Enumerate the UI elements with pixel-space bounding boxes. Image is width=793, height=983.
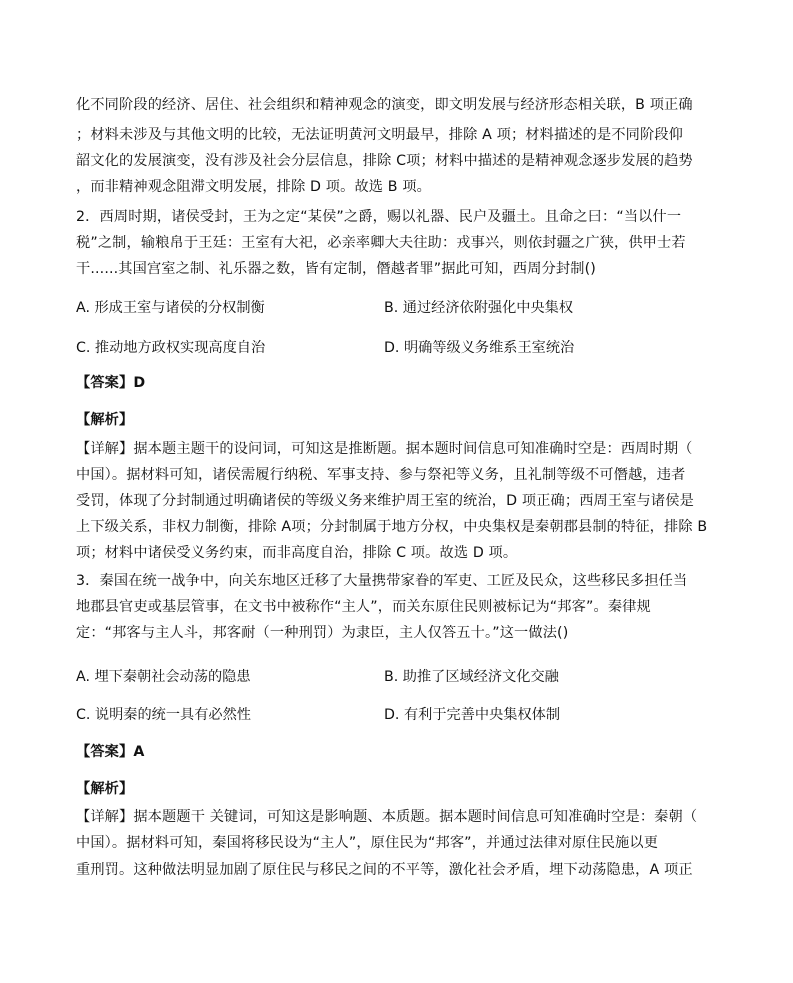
question-3-option-b: B. 助推了区域经济文化交融 (384, 669, 559, 685)
question-2-stem: 2．西周时期，诸侯受封，王为之定“某侯”之爵，赐以礼器、民户及疆土。且命之曰：“当以什一 (76, 209, 682, 225)
question-2-option-d: D. 明确等级义务维系王室统治 (384, 340, 575, 356)
question-2-option-a: A. 形成王室与诸侯的分权制衡 (76, 300, 265, 316)
question-2-option-b: B. 通过经济依附强化中央集权 (384, 300, 574, 316)
question-2-answer (76, 373, 145, 393)
question-2-stem: 税”之制，输粮帛于王廷：王室有大祀，必亲率卿大夫往助：戎事兴，则依封疆之广狭，供甲士若 (76, 235, 686, 251)
question-3-option-c: C. 说明秦的统一具有必然性 (76, 707, 251, 723)
question-3-answer (76, 742, 145, 762)
question-3-detail: 重刑罚。这种做法明显加剧了原住民与移民之间的不平等，激化社会矛盾，埋下动荡隐患，A 项正 (76, 862, 693, 878)
question-3-detail: 中国）。据材料可知，秦国将移民设为“主人”，原住民为“邦客”，并通过法律对原住民施以更 (76, 835, 659, 851)
question-3-stem: 3．秦国在统一战争中，向关东地区迁移了大量携带家眷的军吏、工匠及民众，这些移民多担任当 (76, 573, 688, 589)
question-3-analysis-label: 【解析】 (76, 781, 134, 797)
question-3-detail: 【详解】据本题题干 关键词，可知这是影响题、本质题。据本题时间信息可知准确时空是：秦朝（ (76, 809, 698, 825)
question-3-option-a: A. 埋下秦朝社会动荡的隐患 (76, 669, 251, 685)
answer-label: 【答案】 (76, 375, 134, 391)
question-2-option-c: C. 推动地方政权实现高度自治 (76, 340, 266, 356)
question-3-stem: 地郡县官吏或基层管事，在文书中被称作“主人”，而关东原住民则被标记为“邦客”。秦律规 (76, 599, 651, 615)
question-2-analysis-label: 【解析】 (76, 412, 134, 428)
question-2-stem: 干......其国宫室之制、礼乐器之数，皆有定制，僭越者罪”据此可知，西周分封制() (76, 261, 596, 277)
answer-label: 【答案】 (76, 744, 134, 760)
analysis-line: ，而非精神观念阻滞文明发展，排除 D 项。故选 B 项。 (76, 179, 432, 195)
question-3-option-d: D. 有利于完善中央集权体制 (384, 707, 561, 723)
answer-value: A (133, 744, 145, 760)
question-2-detail: 受罚，体现了分封制通过明确诸侯的等级义务来维护周王室的统治，D 项正确；西周王室与诸侯是 (76, 493, 694, 509)
question-3-stem: 定：“邦客与主人斗，邦客耐（一种刑罚）为隶臣，主人仅答五十。”这一做法() (76, 625, 569, 641)
analysis-line: ；材料未涉及与其他文明的比较，无法证明黄河文明最早，排除 A 项；材料描述的是不同阶段仰 (76, 127, 684, 143)
question-2-detail: 上下级关系，非权力制衡，排除 A项；分封制属于地方分权，中央集权是秦朝郡县制的特征，排除 B (76, 519, 708, 535)
analysis-line: 韶文化的发展演变，没有涉及社会分层信息，排除 C项；材料中描述的是精神观念逐步发展的趋势 (76, 153, 693, 169)
question-2-detail: 中国）。据材料可知，诸侯需履行纳税、军事支持、参与祭祀等义务，且礼制等级不可僭越，违者 (76, 467, 686, 483)
answer-value: D (133, 375, 146, 391)
question-2-detail: 项；材料中诸侯受义务约束，而非高度自治，排除 C 项。故选 D 项。 (76, 545, 518, 561)
analysis-line: 化不同阶段的经济、居住、社会组织和精神观念的演变，即文明发展与经济形态相关联，B 项正确 (76, 97, 693, 113)
question-2-detail: 【详解】据本题主题干的设问词，可知这是推断题。据本题时间信息可知准确时空是：西周时期（ (76, 441, 693, 457)
